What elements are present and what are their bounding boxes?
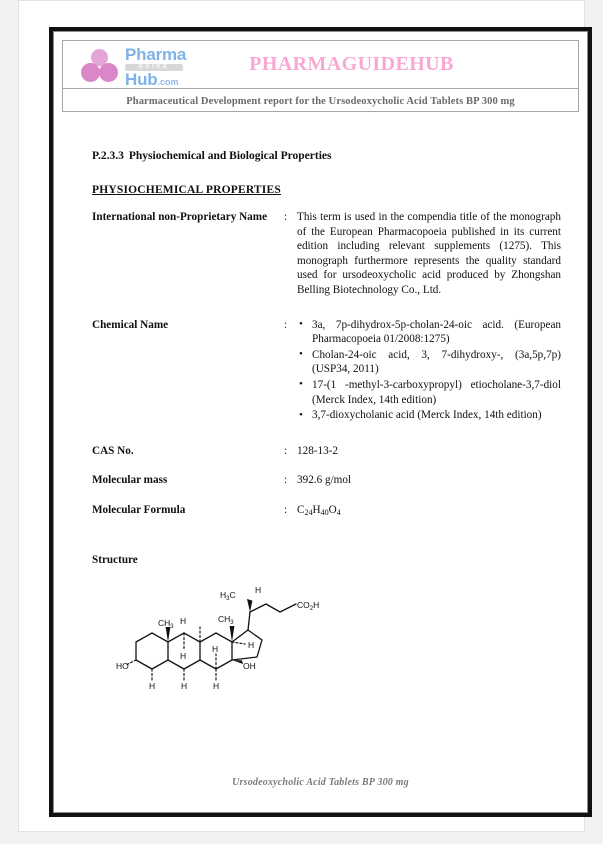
label-h3c: $H_3C$ (220, 590, 236, 603)
label-ch3-c19: $CH_3$ (158, 618, 174, 631)
property-label: Molecular Formula (92, 503, 186, 516)
logo-brand-part2: Hub (125, 70, 158, 89)
label-h-c8: H (180, 616, 187, 627)
label-oh: OH (243, 661, 256, 672)
label-ch3-c18: $CH_3$ (218, 614, 234, 627)
property-value: 128-13-2 (297, 444, 339, 457)
header-subtitle: Pharmaceutical Development report for the Ursodeoxycholic Acid Tablets BP 300 mg (126, 96, 515, 107)
section-number: P.2.3.3 (92, 150, 124, 162)
label-h-c17: H (248, 640, 255, 651)
document-footer: Ursodeoxycholic Acid Tablets BP 300 mg (232, 777, 409, 788)
property-row-inn (92, 210, 561, 298)
label-ho: HO (116, 661, 129, 672)
property-row-cas-no (92, 444, 561, 459)
property-row-molecular-formula (92, 503, 561, 520)
logo-guide-bar: GUIDE (125, 64, 183, 71)
property-value: This term is used in the compendia title of the monograph of the European Pharmacopoeia published in its current edition including relevant supplements (1275). This monograph furthermore represents the quality standard used for ursodeoxycholic acid produced by Zhongshan Belling Biotechnology Co., Ltd. (297, 211, 561, 296)
label-h-c5: H (181, 681, 188, 692)
property-row-chemical-name (92, 318, 561, 424)
property-colon: : (284, 211, 288, 223)
label-h-c9: H (180, 651, 187, 662)
list-item: • 3a, 7p-dihydrox-5p-cholan-24-oic acid. (European Pharmacopoeia 01/2008:1275) (297, 318, 561, 347)
property-label: Chemical Name (92, 318, 169, 331)
property-label: CAS No. (92, 444, 134, 457)
list-item: • 17-(1 -methyl-3-carboxypropyl) etiocholane-3,7-diol (Merck Index, 14th edition) (297, 378, 561, 407)
property-colon: : (284, 444, 288, 457)
logo-brand-tld: .com (157, 77, 179, 87)
header-top-cell (63, 41, 579, 89)
structure-diagram (114, 572, 344, 692)
page-sheet (18, 0, 585, 832)
label-h-c3: H (149, 681, 156, 692)
label-h-c14: H (212, 644, 219, 655)
molecular-formula-value: $C_{24}H_{40}O_4$ (297, 503, 341, 517)
label-h-c7: H (213, 681, 220, 692)
section-title: Physiochemical and Biological Properties (128, 150, 332, 162)
chemical-name-list (297, 318, 561, 423)
section-heading (92, 150, 561, 162)
brand-title: PHARMAGUIDEHUB (249, 53, 454, 75)
list-item: • 3,7-dioxycholanic acid (Merck Index, 14th edition) (297, 408, 561, 423)
ursodeoxycholic-acid-structure-icon (114, 572, 344, 692)
document-header (62, 40, 579, 112)
property-colon: : (284, 318, 288, 331)
logo-brand-part1: Pharma (125, 45, 187, 64)
label-h-c20: H (255, 585, 262, 596)
structure-label: Structure (92, 554, 138, 567)
list-item: • Cholan-24-oic acid, 3, 7-dihydroxy-, (3a,5p,7p) (USP34, 2011) (297, 348, 561, 377)
document-content (54, 112, 587, 692)
property-label: International non-Proprietary Name (92, 211, 268, 223)
property-colon: : (284, 503, 288, 516)
subsection-heading: PHYSIOCHEMICAL PROPERTIES (92, 184, 281, 196)
property-colon: : (284, 474, 288, 487)
header-subtitle-cell (63, 89, 579, 112)
document-frame (49, 27, 592, 817)
label-co2h: $CO_2H$ (297, 600, 320, 613)
property-value: 392.6 g/mol (297, 474, 352, 487)
document-inner-border (53, 31, 588, 813)
property-row-molecular-mass (92, 473, 561, 488)
properties-table (92, 210, 561, 520)
property-label: Molecular mass (92, 474, 168, 487)
